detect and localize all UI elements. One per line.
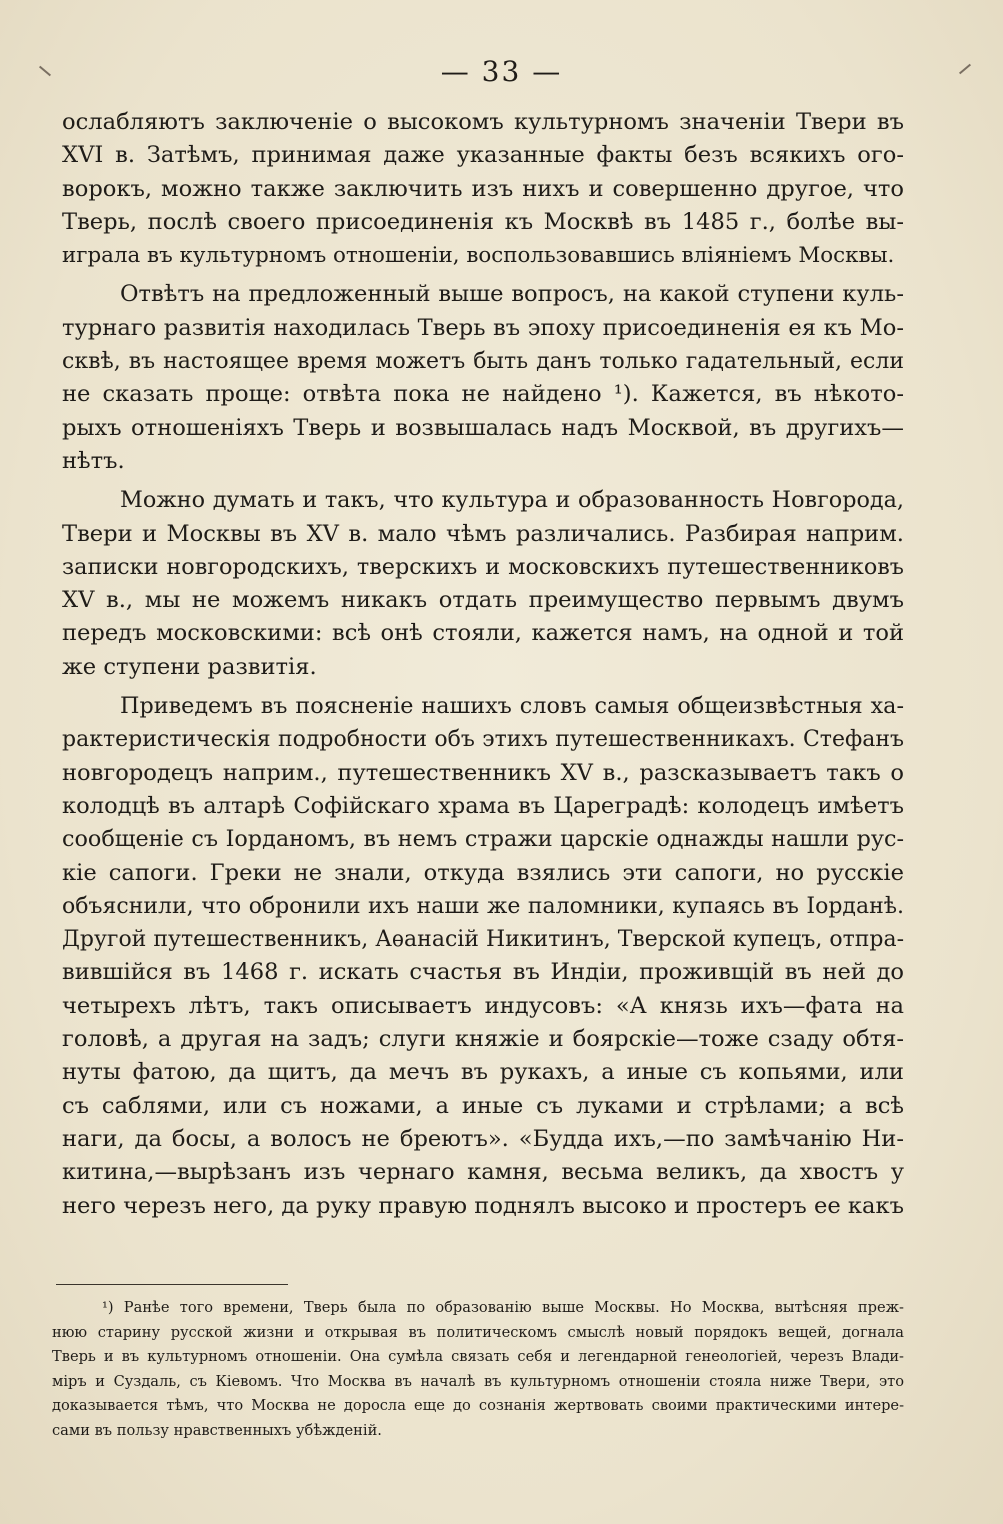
text-line: колодцѣ въ алтарѣ Софiйскаго храма въ Цареградѣ: колодецъ имѣетъ [62,792,904,819]
text-line: сообщенiе съ Iорданомъ, въ немъ стражи царскiе однажды нашли рус- [62,826,904,853]
paragraph-3 [62,484,904,684]
text-line: Другой путешественникъ, Аѳанасiй Никитинъ, Тверской купецъ, отпра- [62,927,905,953]
text-line: новгородецъ наприм., путешественникъ XV в., разсказываетъ такъ о [62,759,904,786]
main-text [62,106,904,1223]
page-number: — 33 — [440,55,563,88]
text-line: съ саблями, или съ ножами, а иные съ луками и стрѣлами; а всѣ [62,1092,904,1119]
text-line: нуты фатою, да щитъ, да мечъ въ рукахъ, а иные съ копьями, или [62,1059,904,1086]
text-line: записки новгородскихъ, тверскихъ и московскихъ путешественниковъ [62,553,904,580]
text-line: кiе сапоги. Греки не знали, откуда взялись эти сапоги, но русскiе [62,859,904,886]
text-line: XV в., мы не можемъ никакъ отдать преимущество первымъ двумъ [62,587,904,614]
text-line: наги, да босы, а волосъ не бреютъ». «Будда ихъ,—по замѣчанiю Ни- [62,1125,904,1152]
footnote-line: нюю старину русской жизни и открывая въ политическомъ смыслѣ новый порядокъ вещей, догнала [52,1323,904,1341]
footnotes [52,1296,904,1444]
text-line: не сказать проще: отвѣта пока не найдено ¹). Кажется, въ нѣкото- [62,381,904,408]
text-line: него черезъ него, да руку правую поднялъ высоко и простеръ ее какъ [62,1192,904,1219]
text-line: четырехъ лѣтъ, такъ описываетъ индусовъ: «А князь ихъ—фата на [62,992,904,1019]
text-line: Тверь, послѣ своего присоединенiя къ Москвѣ въ 1485 г., болѣе вы- [62,208,904,235]
text-line: Твери и Москвы въ XV в. мало чѣмъ различались. Разбирая наприм. [62,520,904,547]
footnote-line: Тверь и въ культурномъ отношенiи. Она сумѣла связать себя и легендарной генеологiей, черезъ Влади- [52,1348,904,1366]
text-line: китина,—вырѣзанъ изъ чернаго камня, весьма великъ, да хвостъ у [62,1159,904,1186]
text-line: XVI в. Затѣмъ, принимая даже указанные факты безъ всякихъ ого- [62,142,904,169]
text-line: же ступени развитiя. [62,653,317,680]
footnote-divider [56,1284,288,1285]
text-line: рыхъ отношенiяхъ Тверь и возвышалась надъ Москвой, въ другихъ— [62,414,904,441]
text-line: Отвѣтъ на предложенный выше вопросъ, на какой ступени куль- [120,281,904,308]
text-line: сквѣ, въ настоящее время можетъ быть данъ только гадательный, если [62,349,904,375]
paragraph-4 [62,690,904,1223]
paragraph-1 [62,106,904,272]
text-line: Приведемъ въ поясненiе нашихъ словъ самыя общеизвѣстныя ха- [120,693,904,720]
text-line: объяснили, что обронили ихъ наши же паломники, купаясь въ Iорданѣ. [62,893,904,919]
text-line: турнаго развитiя находилась Тверь въ эпоху присоединенiя ея къ Мо- [62,314,904,341]
footnote-line: сами въ пользу нравственныхъ убѣжденiй. [52,1421,382,1439]
paragraph-2 [62,278,904,478]
footnote-line: доказывается тѣмъ, что Москва не доросла еще до сознанiя жертвовать своими практическими интере- [52,1397,904,1415]
text-line: рактеристическiя подробности объ этихъ путешественникахъ. Стефанъ [62,727,904,753]
footnote-line: мiръ и Суздаль, съ Кiевомъ. Что Москва въ началѣ въ культурномъ отношенiи стояла ниже Твери, это [52,1372,904,1390]
text-line: ворокъ, можно также заключить изъ нихъ и совершенно другое, что [62,175,904,202]
text-line: играла въ культурномъ отношенiи, воспользовавшись влiянiемъ Москвы. [62,243,895,269]
text-line: вившiйся въ 1468 г. искать счастья въ Индiи, проживщiй въ ней до [62,959,904,986]
text-line: нѣтъ. [62,447,125,474]
text-line: передъ московскими: всѣ онѣ стояли, кажется намъ, на одной и той [62,620,904,647]
text-line: Можно думать и такъ, что культура и образованность Новгорода, [120,487,904,514]
text-line: головѣ, а другая на задъ; слуги княжiе и боярскiе—тоже сзаду обтя- [62,1026,904,1053]
footnote-line: ¹) Ранѣе того времени, Тверь была по образованiю выше Москвы. Но Москва, вытѣсняя преж- [102,1299,904,1316]
text-line: ослабляютъ заключенiе о высокомъ культурномъ значенiи Твери въ [62,109,904,135]
